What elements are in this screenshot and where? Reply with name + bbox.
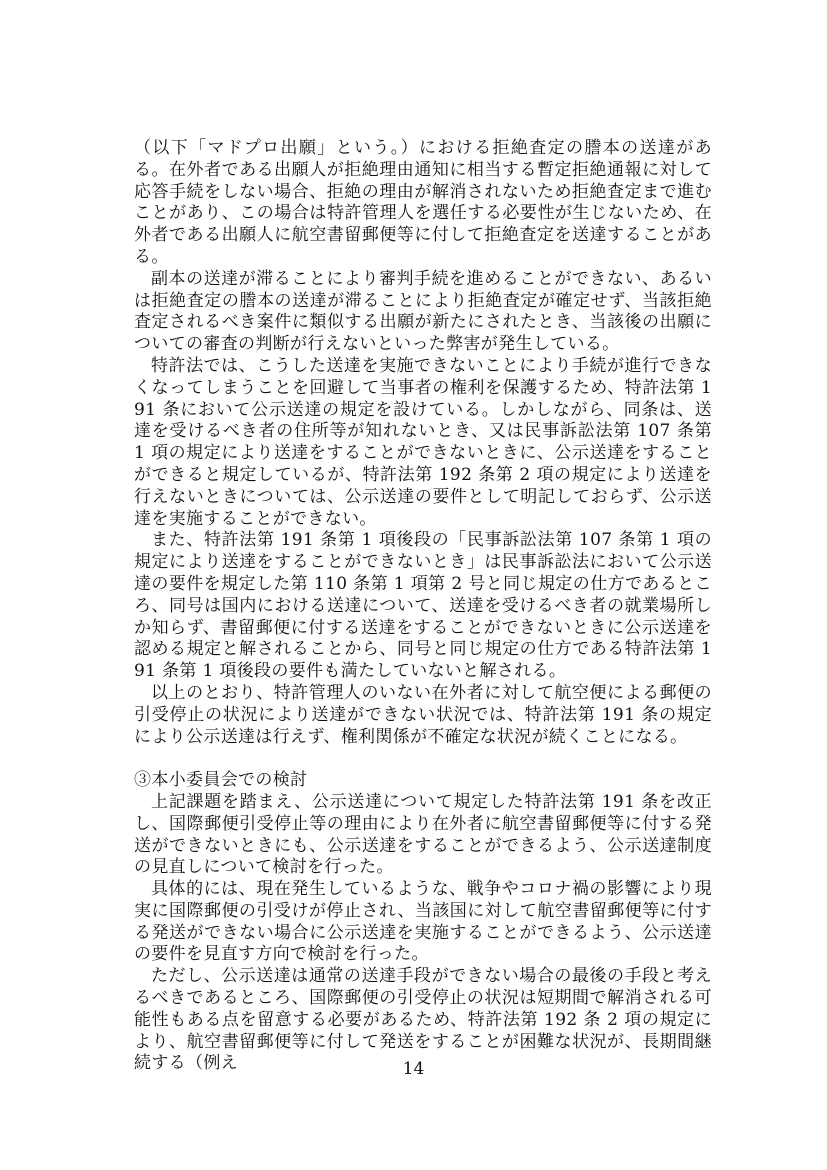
paragraph-madopro: （以下「マドプロ出願」という。）における拒絶査定の謄本の送達がある。在外者である出願人が拒絶理由通知に相当する暫定拒絶通報に対して応答手続をしない場合、拒絶の理由が解消されないため拒絶査定まで進むことがあり、この場合は特許管理人を選任する必要性が生じないため、在外者である出願人に航空書留郵便等に付して拒絶査定を送達することがある。 xyxy=(134,138,712,267)
section-paragraph-revision: 上記課題を踏まえ、公示送達について規定した特許法第 191 条を改正し、国際郵便引受停止等の理由により在外者に航空書留郵便等に付する発送ができないときにも、公示送達をすることができるよう、公示送達制度の見直しについて検討を行った。 xyxy=(134,791,712,878)
paragraph-harm: 副本の送達が滞ることにより審判手続を進めることができない、あるいは拒絶査定の謄本の送達が滞ることにより拒絶査定が確定せず、当該拒絶査定されるべき案件に類似する出願が新たにされたとき、当該後の出願についての審査の判断が行えないといった弊害が発生している。 xyxy=(134,268,712,355)
paragraph-civil-procedure: また、特許法第 191 条第 1 項後段の「民事訴訟法第 107 条第 1 項の規定により送達をすることができないとき」は民事訴訟法において公示送達の要件を規定した第 110 条第 1 項第 2 号と同じ規定の仕方であるところ、同号は国内における送達について、送達を受けるべき者の就業場所しか知らず、書留郵便に付する送達をすることができないときに公示送達を認める規定と解されることから、同号と同じ規定の仕方である特許法第 191 条第 1 項後段の要件も満たしていないと解される。 xyxy=(134,530,712,682)
document-body xyxy=(134,138,712,1075)
paragraph-patent-law-191: 特許法では、こうした送達を実施できないことにより手続が進行できなくなってしまうことを回避して当事者の権利を保護するため、特許法第 191 条において公示送達の規定を設けている。しかしながら、同条は、送達を受けるべき者の住所等が知れないとき、又は民事訴訟法第 107 条第 1 項の規定により送達をすることができないときに、公示送達をすることができると規定しているが、特許法第 192 条第 2 項の規定により送達を行えないときについては、公示送達の要件として明記しておらず、公示送達を実施することができない。 xyxy=(134,355,712,529)
section-paragraph-specifics: 具体的には、現在発生しているような、戦争やコロナ禍の影響により現実に国際郵便の引受けが停止され、当該国に対して航空書留郵便等に付する発送ができない場合に公示送達を実施することができるよう、公示送達の要件を見直す方向で検討を行った。 xyxy=(134,879,712,965)
section-paragraph-caveat: ただし、公示送達は通常の送達手段ができない場合の最後の手段と考えるべきであるところ、国際郵便の引受停止の状況は短期間で解消される可能性もある点を留意する必要があるため、特許法第 192 条 2 項の規定により、航空書留郵便等に付して発送をすることが困難な状況が、長期間継続する（例え xyxy=(134,966,712,1074)
paragraph-conclusion: 以上のとおり、特許管理人のいない在外者に対して航空便による郵便の引受停止の状況により送達ができない状況では、特許法第 191 条の規定により公示送達は行えず、権利関係が不確定な状況が続くことになる。 xyxy=(134,682,712,747)
section-heading: ③本小委員会での検討 xyxy=(134,770,308,791)
page-number: 14 xyxy=(402,1059,425,1079)
